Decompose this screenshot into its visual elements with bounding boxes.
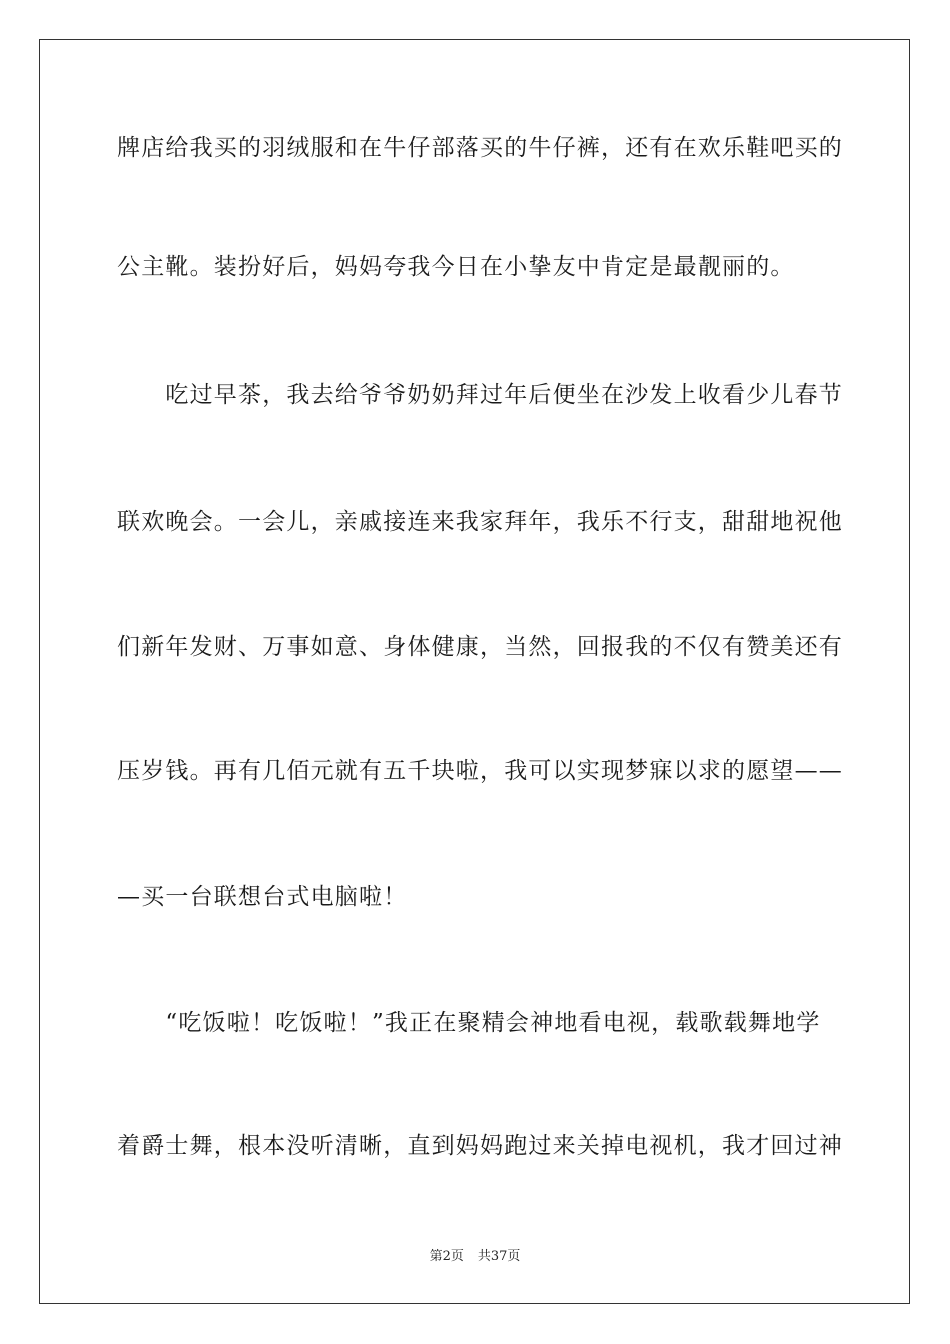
page-total: 共37页 (477, 1249, 521, 1264)
text-line-8: “吃饭啦！吃饭啦！”我正在聚精会神地看电视，载歌载舞地学 (117, 1010, 821, 1036)
text-line-3: 吃过早茶，我去给爷爷奶奶拜过年后便坐在沙发上收看少儿春节 (117, 382, 843, 408)
text-line-2: 公主靴。装扮好后，妈妈夸我今日在小挚友中肯定是最靓丽的。 (117, 254, 795, 280)
page-number: 第2页 (429, 1249, 464, 1264)
text-line-1: 牌店给我买的羽绒服和在牛仔部落买的牛仔裤，还有在欢乐鞋吧买的 (117, 135, 843, 161)
text-line-9: 着爵士舞，根本没听清晰，直到妈妈跑过来关掉电视机，我才回过神 (117, 1133, 843, 1159)
text-line-4: 联欢晚会。一会儿，亲戚接连来我家拜年，我乐不行支，甜甜地祝他 (117, 509, 843, 535)
text-line-7: —买一台联想台式电脑啦！ (117, 884, 408, 910)
page-footer (0, 1248, 950, 1266)
text-line-5: 们新年发财、万事如意、身体健康，当然，回报我的不仅有赞美还有 (117, 634, 843, 660)
page-border (39, 39, 910, 1304)
text-line-6: 压岁钱。再有几佰元就有五千块啦，我可以实现梦寐以求的愿望—— (117, 758, 843, 784)
